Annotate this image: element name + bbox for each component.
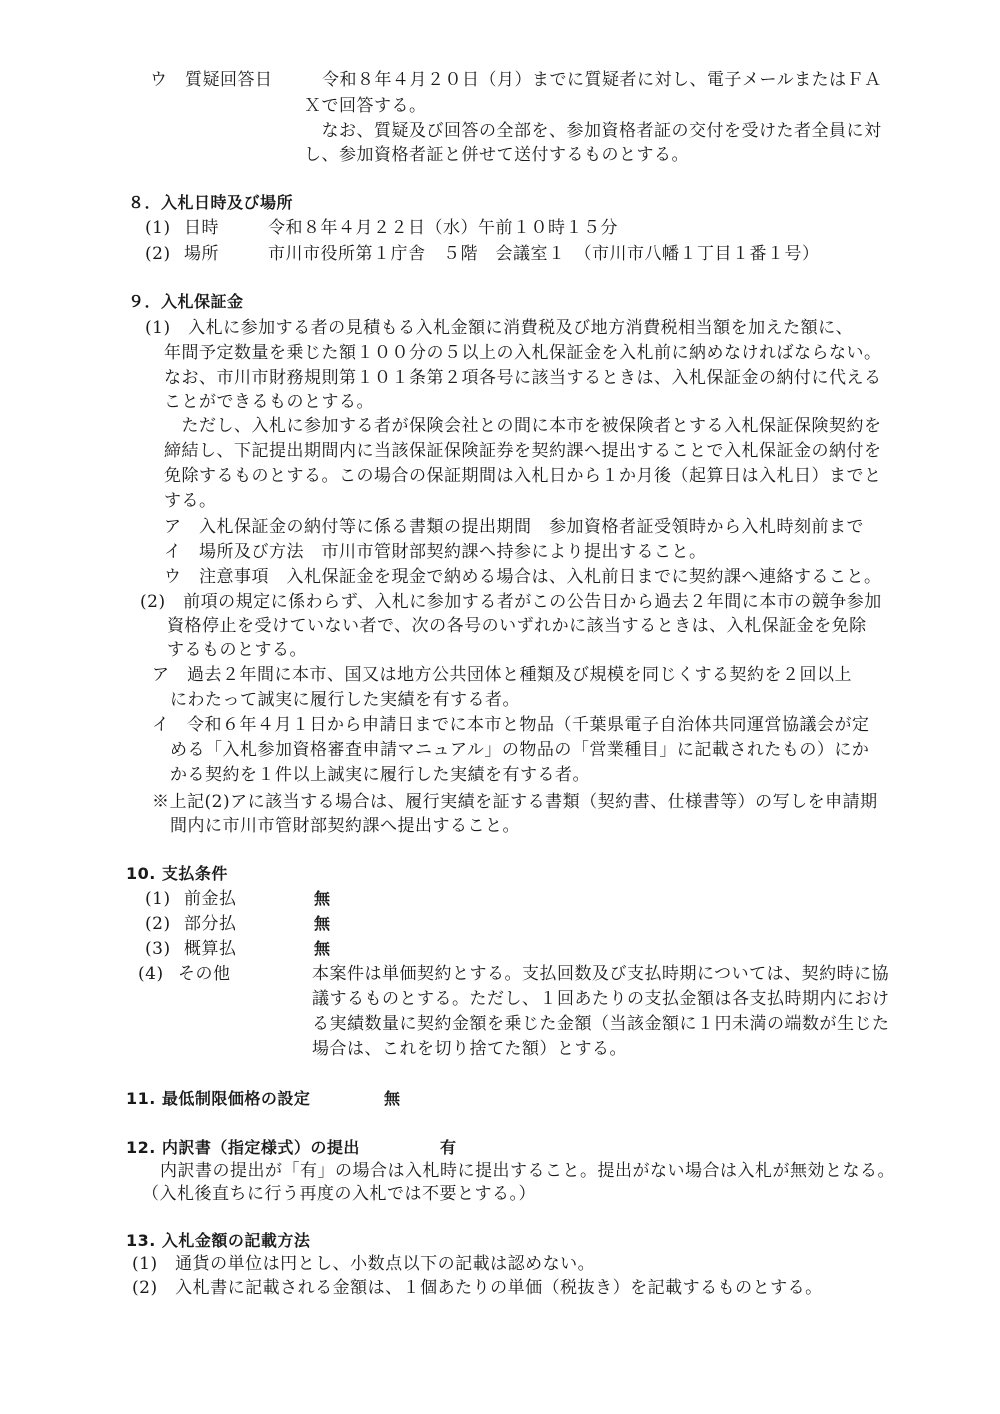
sec9-p1-line: 締結し、下記提出期間内に当該保証保険証券を契約課へ提出することで入札保証金の納付を — [164, 441, 882, 461]
sec9-note-line: ※上記(2)アに該当する場合は、履行実績を証する書類（契約書、仕様書等）の写しを申請期 — [152, 792, 878, 812]
sec9-p1-line: ただし、入札に参加する者が保険会社との間に本市を被保険者とする入札保証保険契約を — [164, 416, 882, 436]
q-answer-date-label: ウ 質疑回答日 — [150, 70, 273, 90]
sec10-label: 部分払 — [184, 914, 237, 934]
sec8-num: (2) — [145, 244, 171, 264]
section-11-heading: 11. 最低制限価格の設定 — [126, 1089, 311, 1108]
sec8-value: 市川市役所第１庁舎 ５階 会議室１ （市川市八幡１丁目１番１号） — [268, 244, 820, 264]
section-10-heading: 10. 支払条件 — [126, 864, 228, 883]
sec10-other-line: 本案件は単価契約とする。支払回数及び支払時期については、契約時に協 — [312, 964, 890, 984]
sec9-p1-line: ことができるものとする。 — [164, 392, 374, 412]
section-12-heading: 12. 内訳書（指定様式）の提出 — [126, 1138, 360, 1157]
q-answer-line: し、参加資格者証と併せて送付するものとする。 — [304, 145, 689, 165]
sec11-value: 無 — [384, 1089, 401, 1108]
sec10-num: (2) — [145, 914, 171, 934]
sec10-num: (1) — [145, 889, 171, 909]
sec8-num: (1) — [145, 218, 171, 238]
sec13-line: (1) 通貨の単位は円とし、小数点以下の記載は認めない。 — [132, 1254, 596, 1274]
sec9-p2-a-line: にわたって誠実に履行した実績を有する者。 — [170, 690, 520, 710]
sec8-label: 日時 — [184, 218, 219, 238]
sec12-line: （入札後直ちに行う再度の入札では不要とする。） — [142, 1184, 536, 1204]
sec9-p1-item: イ 場所及び方法 市川市管財部契約課へ持参により提出すること。 — [164, 542, 707, 562]
section-9-heading: ９．入札保証金 — [128, 292, 244, 311]
sec9-p2-i-line: かる契約を１件以上誠実に履行した実績を有する者。 — [170, 765, 590, 785]
sec9-p2-line: 資格停止を受けていない者で、次の各号のいずれかに該当するときは、入札保証金を免除 — [167, 616, 867, 636]
section-8-heading: ８．入札日時及び場所 — [128, 193, 294, 212]
sec10-label: その他 — [178, 964, 231, 984]
sec10-label: 概算払 — [184, 939, 237, 959]
q-answer-line: 令和８年４月２０日（月）までに質疑者に対し、電子メールまたはＦＡ — [322, 70, 882, 90]
q-answer-line: なお、質疑及び回答の全部を、参加資格者証の交付を受けた者全員に対 — [304, 121, 882, 141]
sec10-other-line: 議するものとする。ただし、１回あたりの支払金額は各支払時期内におけ — [312, 989, 890, 1009]
sec13-line: (2) 入札書に記載される金額は、１個あたりの単価（税抜き）を記載するものとする。 — [132, 1278, 823, 1298]
sec9-p1-line: (1) 入札に参加する者の見積もる入札金額に消費税及び地方消費税相当額を加えた額に、 — [145, 318, 854, 338]
sec9-p1-line: なお、市川市財務規則第１０１条第２項各号に該当するときは、入札保証金の納付に代える — [164, 368, 882, 388]
sec8-label: 場所 — [184, 244, 219, 264]
sec9-p2-i-line: イ 令和６年４月１日から申請日までに本市と物品（千葉県電子自治体共同運営協議会が定 — [152, 715, 870, 735]
sec12-value: 有 — [440, 1138, 457, 1157]
sec9-p1-line: 年間予定数量を乗じた額１００分の５以上の入札保証金を入札前に納めなければならない。 — [164, 343, 882, 363]
sec9-note-line: 間内に市川市管財部契約課へ提出すること。 — [170, 816, 520, 836]
sec10-num: (3) — [145, 939, 171, 959]
sec10-num: (4) — [138, 964, 164, 984]
sec10-value: 無 — [314, 889, 331, 908]
sec10-value: 無 — [314, 914, 331, 933]
sec9-p2-line: するものとする。 — [167, 640, 307, 660]
sec10-other-line: る実績数量に契約金額を乗じた金額（当該金額に１円未満の端数が生じた — [312, 1014, 890, 1034]
sec9-p2-i-line: める「入札参加資格審査申請マニュアル」の物品の「営業種目」に記載されたもの）にか — [170, 740, 870, 760]
sec10-label: 前金払 — [184, 889, 237, 909]
q-answer-line: Ｘで回答する。 — [304, 96, 427, 116]
sec10-other-line: 場合は、これを切り捨てた額）とする。 — [312, 1039, 627, 1059]
sec8-value: 令和８年４月２２日（水）午前１０時１５分 — [268, 218, 618, 238]
section-13-heading: 13. 入札金額の記載方法 — [126, 1231, 311, 1250]
sec9-p2-line: (2) 前項の規定に係わらず、入札に参加する者がこの公告日から過去２年間に本市の競争参加 — [140, 592, 882, 612]
sec9-p1-item: ウ 注意事項 入札保証金を現金で納める場合は、入札前日までに契約課へ連絡すること。 — [164, 567, 882, 587]
sec10-value: 無 — [314, 939, 331, 958]
sec12-line: 内訳書の提出が「有」の場合は入札時に提出すること。提出がない場合は入札が無効となる。 — [160, 1161, 895, 1181]
sec9-p2-a-line: ア 過去２年間に本市、国又は地方公共団体と種類及び規模を同じくする契約を２回以上 — [152, 665, 852, 685]
sec9-p1-line: する。 — [164, 491, 217, 511]
sec9-p1-line: 免除するものとする。この場合の保証期間は入札日から１か月後（起算日は入札日）までと — [164, 466, 882, 486]
sec9-p1-item: ア 入札保証金の納付等に係る書類の提出期間 参加資格者証受領時から入札時刻前まで — [164, 517, 864, 537]
